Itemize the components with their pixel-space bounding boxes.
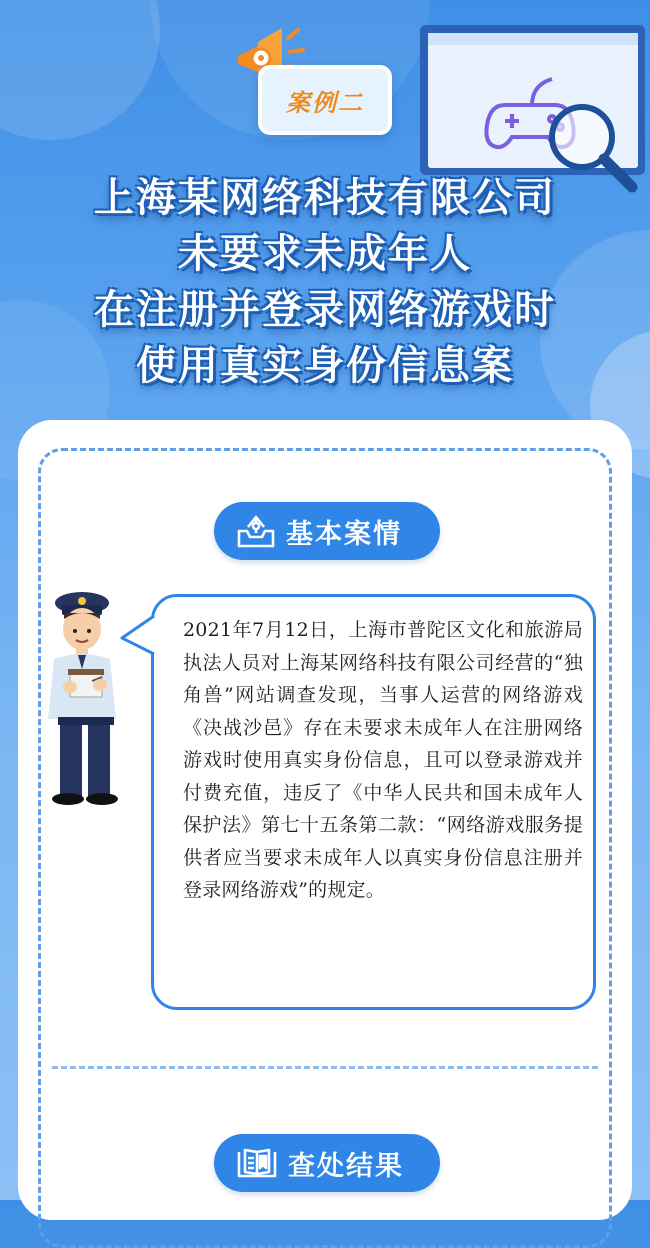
title-line: 未要求未成年人 bbox=[178, 231, 472, 277]
speech-bubble-tail bbox=[120, 612, 156, 664]
case-badge-label: 案例二 bbox=[286, 87, 364, 117]
section-header-label: 查处结果 bbox=[288, 1150, 404, 1182]
section-divider bbox=[52, 1066, 598, 1069]
page-title bbox=[0, 170, 650, 394]
title-line: 在注册并登录网络游戏时 bbox=[94, 287, 556, 333]
section-header-basic bbox=[214, 502, 440, 560]
background-bubble bbox=[0, 0, 160, 140]
title-line: 使用真实身份信息案 bbox=[136, 343, 514, 389]
title-line: 上海某网络科技有限公司 bbox=[94, 175, 556, 221]
section-header-label: 基本案情 bbox=[286, 518, 402, 550]
police-officer-illustration bbox=[40, 585, 130, 819]
case-badge bbox=[258, 65, 392, 135]
case-description: 2021年7月12日，上海市普陀区文化和旅游局执法人员对上海某网络科技有限公司经营的“独角兽”网站调查发现，当事人运营的网络游戏《决战沙邑》存在未要求未成年人在注册网络游戏时使用真实身份信息，且可以登录游戏并付费充值，违反了《中华人民共和国未成年人保护法》第七十五条第二款：“网络游戏服务提供者应当要求未成年人以真实身份信息注册并登录网络游戏”的规定。 bbox=[183, 619, 583, 901]
inbox-icon bbox=[236, 513, 276, 549]
section-header-result bbox=[214, 1134, 440, 1192]
book-icon bbox=[236, 1146, 278, 1180]
